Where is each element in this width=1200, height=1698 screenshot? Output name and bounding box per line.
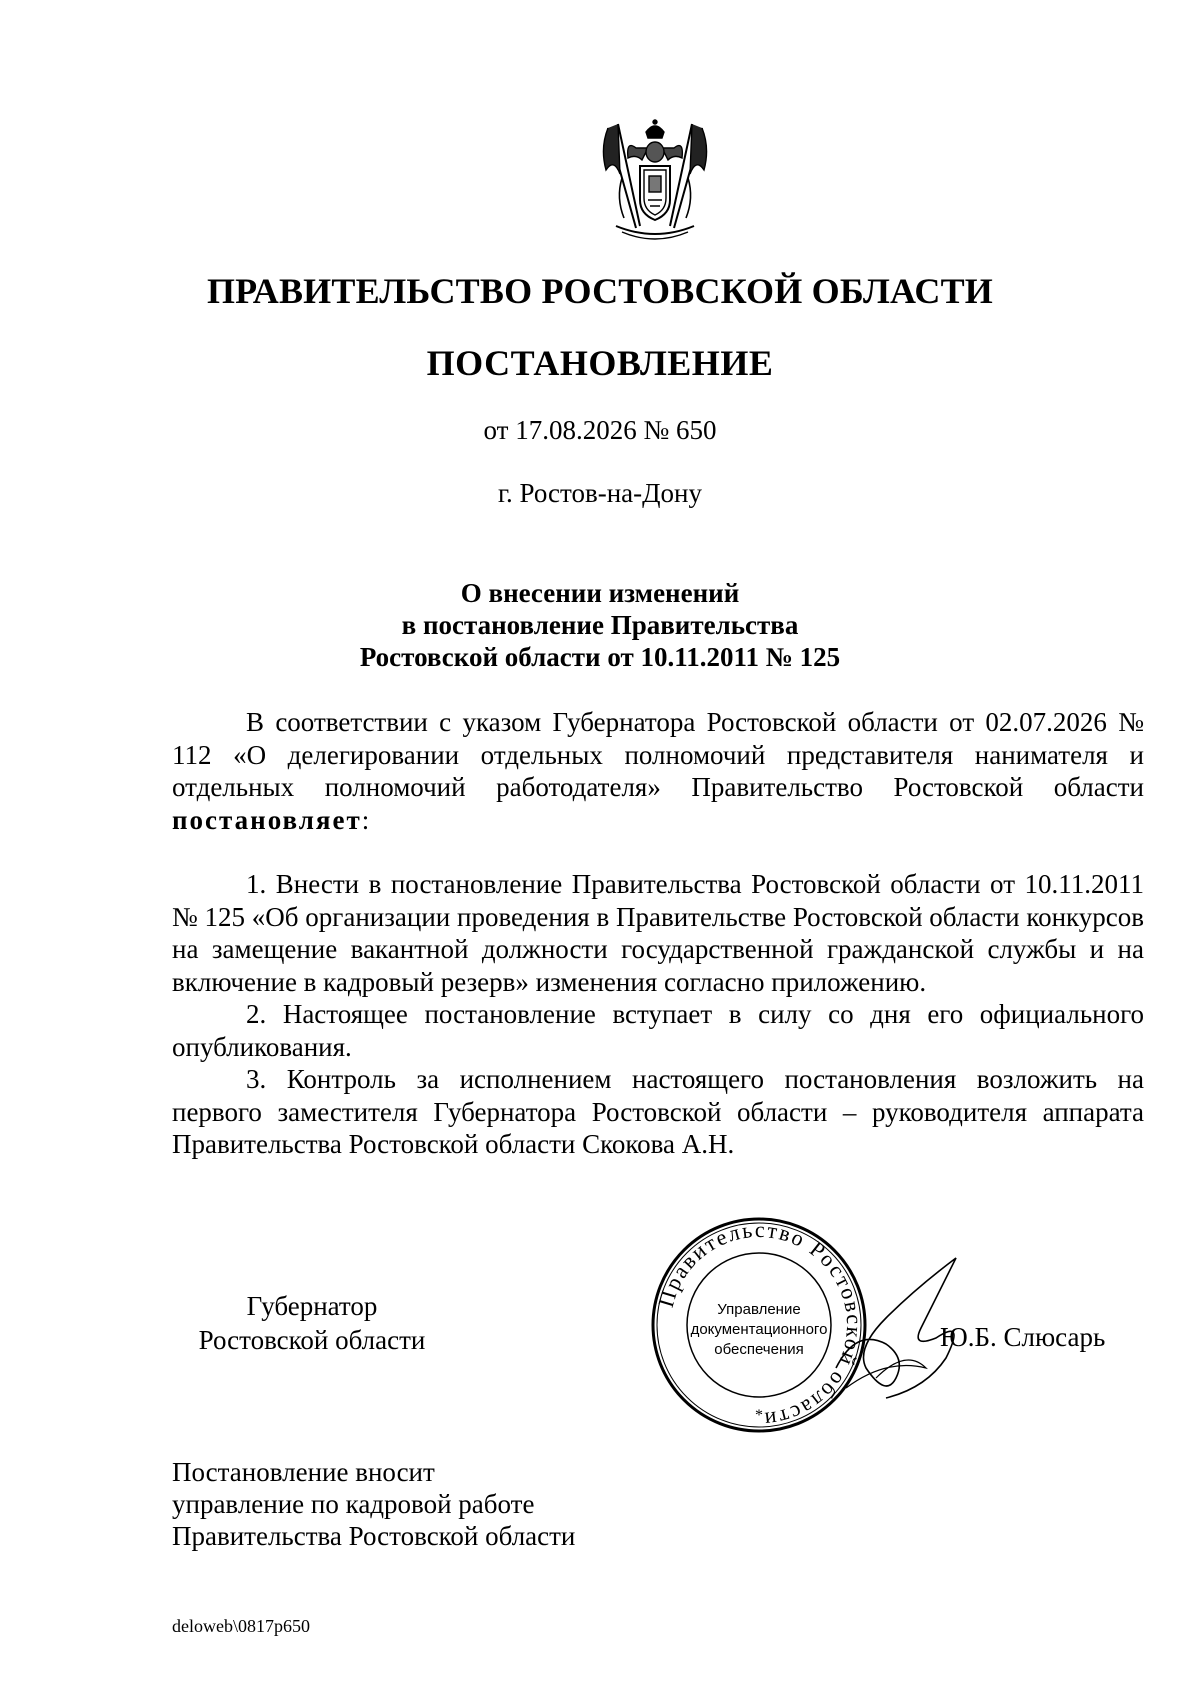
document-subject — [0, 577, 1200, 673]
stamp-ring-text: Правительство Ростовской области — [652, 1216, 868, 1434]
signatory-position — [177, 1289, 447, 1357]
stamp-center-line: Управление — [717, 1301, 801, 1318]
preamble-text: В соответствии с указом Губернатора Ростовской области от 02.07.2026 № 112 «О делегировании отдельных полномочий представителя нанимателя и отдельных полномочий работодателя» Правительство Ростовской области — [172, 707, 1144, 802]
signatory-name: Ю.Б. Слюсарь — [940, 1322, 1106, 1352]
decree-item: 3. Контроль за исполнением настоящего постановления возложить на первого заместителя Губернатора Ростовской области – руководителя аппарата Правительства Ростовской области Скокова А.Н. — [172, 1064, 1144, 1159]
preamble — [172, 706, 1144, 836]
decree-item: 1. Внести в постановление Правительства Ростовской области от 10.11.2011 № 125 «Об организации проведения в Правительстве Ростовской области конкурсов на замещение вакантной должности государственной гражданской службы и на включение в кадровый резерв» изменения согласно приложению. — [172, 869, 1144, 997]
organization-title: ПРАВИТЕЛЬСТВО РОСТОВСКОЙ ОБЛАСТИ — [206, 271, 994, 311]
date-number: от 17.08.2026 № 650 — [483, 415, 717, 445]
decree-item: 2. Настоящее постановление вступает в силу со дня его официального опубликования. — [172, 999, 1144, 1062]
subject-line: Ростовской области от 10.11.2011 № 125 — [359, 642, 841, 672]
preamble-colon: : — [361, 804, 370, 835]
city: г. Ростов-на-Дону — [497, 478, 702, 508]
decree-items — [172, 868, 1144, 1161]
submitted-by-note — [172, 1456, 575, 1552]
position-line: Ростовской области — [198, 1325, 426, 1355]
footer-line: Постановление вносит — [172, 1457, 435, 1487]
stamp-center-line: документационного — [690, 1321, 828, 1338]
footer-line: Правительства Ростовской области — [172, 1521, 576, 1551]
stamp-center-line: обеспечения — [714, 1341, 804, 1358]
subject-line: в постановление Правительства — [401, 610, 799, 640]
document-type: ПОСТАНОВЛЕНИЕ — [426, 343, 774, 383]
file-reference: deloweb\0817p650 — [172, 1616, 310, 1636]
footer-line: управление по кадровой работе — [172, 1489, 535, 1519]
position-line: Губернатор — [246, 1291, 378, 1321]
coat-of-arms-emblem — [596, 118, 714, 242]
subject-line: О внесении изменений — [460, 578, 740, 608]
stamp-star: * — [755, 1407, 763, 1424]
decree-word: постановляет — [172, 804, 362, 835]
